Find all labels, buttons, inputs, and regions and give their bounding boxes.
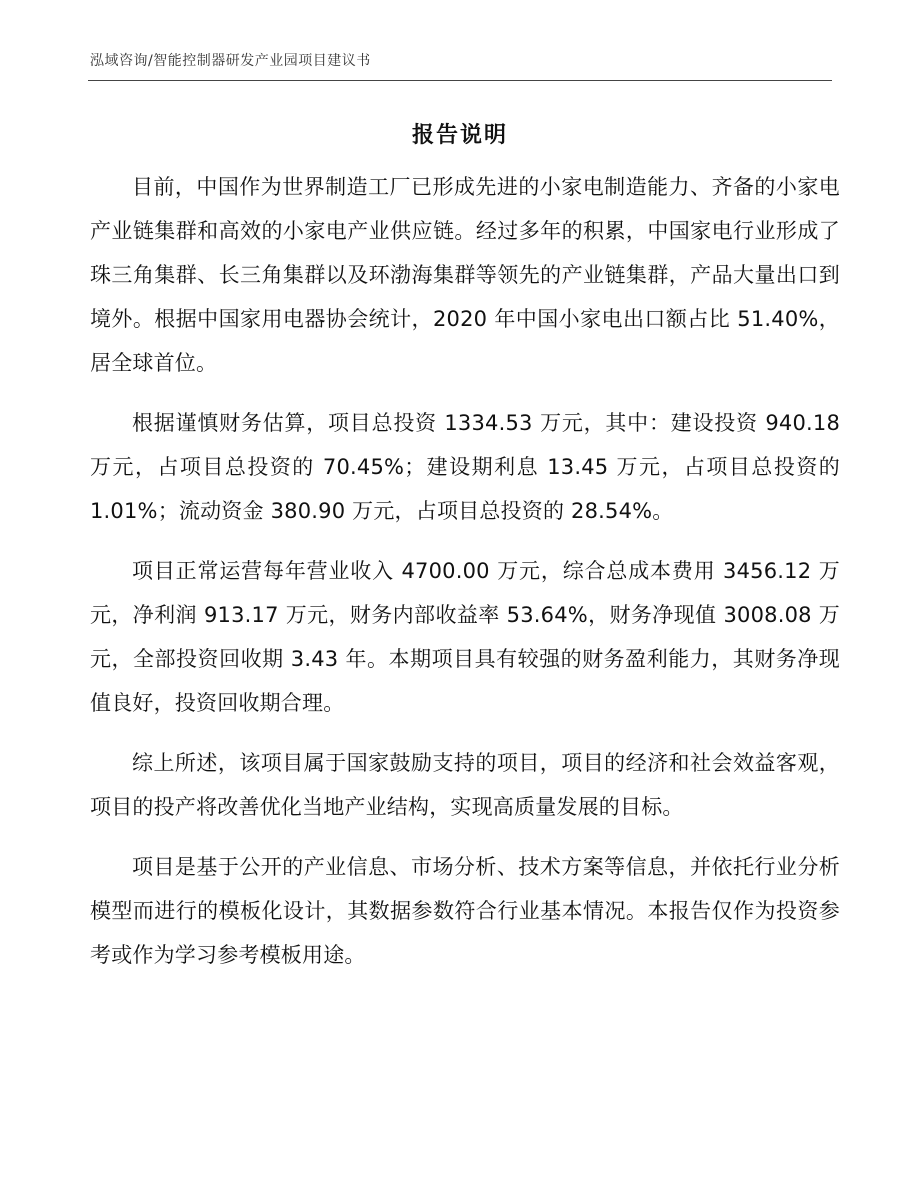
paragraph-background: 目前，中国作为世界制造工厂已形成先进的小家电制造能力、齐备的小家电产业链集群和高效的小家电产业供应链。经过多年的积累，中国家电行业形成了珠三角集群、长三角集群以及环渤海集群等领先的产业链集群，产品大量出口到境外。根据中国家用电器协会统计，2020 年中国小家电出口额占比 51.40%，居全球首位。 (90, 175, 840, 375)
paragraph-disclaimer: 项目是基于公开的产业信息、市场分析、技术方案等信息，并依托行业分析模型而进行的模板化设计，其数据参数符合行业基本情况。本报告仅作为投资参考或作为学习参考模板用途。 (90, 855, 840, 967)
paragraph-conclusion: 综上所述，该项目属于国家鼓励支持的项目，项目的经济和社会效益客观，项目的投产将改善优化当地产业结构，实现高质量发展的目标。 (90, 751, 840, 819)
running-header: 泓域咨询/智能控制器研发产业园项目建议书 (90, 53, 371, 69)
section-title: 报告说明 (411, 123, 508, 148)
header-divider (88, 80, 832, 81)
document-body (90, 165, 840, 993)
paragraph-financials: 项目正常运营每年营业收入 4700.00 万元，综合总成本费用 3456.12 万元，净利润 913.17 万元，财务内部收益率 53.64%，财务净现值 3008.08 万元，全部投资回收期 3.43 年。本期项目具有较强的财务盈利能力，其财务净现值良好，投资回收期合理。 (90, 559, 840, 715)
paragraph-investment: 根据谨慎财务估算，项目总投资 1334.53 万元，其中：建设投资 940.18 万元，占项目总投资的 70.45%；建设期利息 13.45 万元，占项目总投资的 1.01%；流动资金 380.90 万元，占项目总投资的 28.54%。 (90, 411, 840, 523)
